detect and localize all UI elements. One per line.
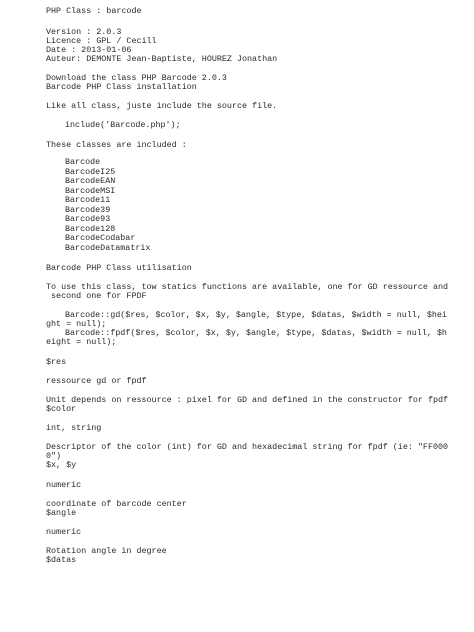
class-item: BarcodeDatamatrix <box>65 242 151 253</box>
class-item: Barcode93 <box>65 214 111 224</box>
param-res: $res <box>46 357 67 367</box>
class-item: Barcode128 <box>65 223 116 234</box>
param-xy: $x, $y <box>46 460 77 470</box>
doc-title: PHP Class : barcode <box>46 6 142 16</box>
param-unit-desc: Unit depends on ressource : pixel for GD and defined in the constructor for fpdf <box>46 395 449 405</box>
usage-text: To use this class, tow statics functions are available, one for GD ressource and <box>46 282 449 292</box>
include-code: include('Barcode.php'); <box>65 120 181 130</box>
param-color-desc: 0") <box>46 451 62 461</box>
param-color-type: int, string <box>46 423 102 433</box>
param-angle: $angle <box>46 508 77 518</box>
classes-intro: These classes are included : <box>46 140 187 150</box>
param-angle-type: numeric <box>46 527 82 537</box>
param-angle-desc: Rotation angle in degree <box>46 546 167 556</box>
installation-heading: Barcode PHP Class installation <box>46 82 197 92</box>
class-item: Barcode11 <box>65 195 111 205</box>
code-gd: Barcode::gd($res, $color, $x, $y, $angle, $type, $datas, $width = null, $hei <box>65 310 447 320</box>
code-fpdf: Barcode::fpdf($res, $color, $x, $y, $angle, $type, $datas, $width = null, $h <box>65 328 447 338</box>
param-xy-type: numeric <box>46 480 82 490</box>
class-item: BarcodeCodabar <box>65 233 136 243</box>
param-color: $color <box>46 404 77 414</box>
code-gd: ght = null); <box>46 319 107 329</box>
param-datas: $datas <box>46 555 77 565</box>
download-line: Download the class PHP Barcode 2.0.3 <box>46 73 227 83</box>
class-item: Barcode39 <box>65 204 111 215</box>
utilisation-heading: Barcode PHP Class utilisation <box>46 263 192 273</box>
class-item: BarcodeMSI <box>65 185 116 196</box>
meta-version: Version : 2.0.3 <box>46 27 122 37</box>
param-res-desc: ressource gd or fpdf <box>46 376 147 386</box>
param-xy-desc: coordinate of barcode center <box>46 499 187 509</box>
param-color-desc: Descriptor of the color (int) for GD and hexadecimal string for fpdf (ie: "FF000 <box>46 442 449 452</box>
meta-licence: Licence : GPL / Cecill <box>46 36 157 46</box>
meta-date: Date : 2013-01-06 <box>46 45 132 55</box>
class-item: BarcodeI25 <box>65 166 116 177</box>
usage-text: second one for FPDF <box>46 291 147 301</box>
meta-author: Auteur: DEMONTE Jean-Baptiste, HOUREZ Jonathan <box>46 54 278 64</box>
class-item: BarcodeEAN <box>65 176 116 186</box>
code-fpdf: eight = null); <box>46 337 117 347</box>
class-item: Barcode <box>65 157 101 167</box>
install-text: Like all class, juste include the source file. <box>46 101 278 111</box>
